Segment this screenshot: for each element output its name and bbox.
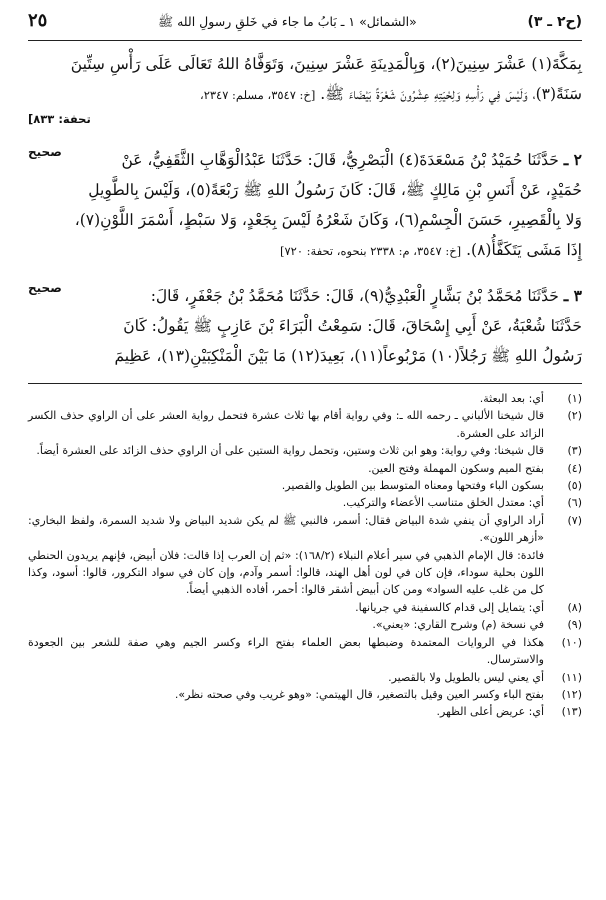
footnote-text: أي: يتمايل إلى قدام كالسفينة في جريانها. [355, 600, 544, 614]
hadith-3 [28, 281, 582, 371]
footnote-text: قال شيخنا الألباني ـ رحمه الله ـ: وفي رواية أقام بها ثلاث عشرة فتحمل رواية العشر على أن الراوي حذف الكسر الزائد على العشرة. [28, 409, 544, 440]
footnote-text: قال شيخنا: وفي رواية: وهو ابن ثلاث وستين، وتحمل رواية الستين على أن الراوي حذف الزائد على العشرة أيضاً. [36, 444, 544, 458]
footnote [28, 686, 582, 703]
footnote-text: أراد الراوي أن ينفي شدة البياض فقال: أسمر، فالنبي ﷺ لم يكن شديد البياض ولا شديد السمرة، ولفظ البخاري: «أزهر اللون». [28, 513, 544, 545]
footnote-number: (١١) [561, 670, 582, 684]
footnote-number: (٤) [567, 461, 582, 475]
footnote [28, 477, 582, 494]
reference: [خ: ٣٥٤٧، م: ٢٣٣٨ بنحوه، تحفة: ٧٢٠] [279, 244, 462, 258]
reference: [خ: ٣٥٤٧، مسلم: ٢٣٤٧، [199, 88, 316, 102]
footnote-number: (٦) [567, 496, 582, 510]
text-line: وَلا بِالْقَصِيرِ، حَسَنَ الْجِسْمِ(٦)، وَكَانَ شَعْرُهُ لَيْسَ بِجَعْدٍ، وَلا سَبْطٍ، أَسْمَرَ اللَّوْنِ(٧)، [74, 211, 582, 229]
text-line: رَسُولُ اللهِ ﷺ رَجُلاً(١٠) مَرْبُوعاً(١١)، بَعِيدَ(١٢) مَا بَيْنَ الْمَنْكِبَيْنِ(١٣)، عَظِيمَ [114, 347, 582, 365]
text-line: حُمَيْدٍ، عَنْ أَنَسِ بْنِ مَالِكٍ ﷺ، قَالَ: كَانَ رَسُولُ اللهِ ﷺ رَبْعَةً(٥)، وَلَيْسَ بِالطَّوِيلِ [88, 181, 582, 199]
footnote-number: (١٠) [561, 635, 582, 649]
footnote [28, 616, 582, 633]
footnote-number: (٩) [567, 618, 582, 632]
running-header [28, 10, 582, 41]
footnote-text: بسكون الباء وفتحها ومعناه المتوسط بين الطويل والقصير. [281, 479, 544, 493]
footnote [28, 407, 582, 442]
footnote [28, 703, 582, 720]
page-number: ٢٥ [28, 10, 48, 31]
footnote [28, 669, 582, 686]
footnote-text: أي: بعد البعثة. [479, 392, 544, 405]
footnote-number: (١٣) [561, 705, 582, 719]
footnote-text: في نسخة (م) وشرح القاري: «يعني». [372, 618, 544, 632]
footnote [28, 460, 582, 477]
hadith-number: ٣ ـ [563, 286, 582, 305]
footnote [28, 599, 582, 616]
continued-hadith [28, 49, 582, 129]
footnote-number: (٢) [567, 409, 582, 423]
footnote [28, 390, 582, 407]
footnote-text: بفتح الميم وسكون المهملة وفتح العين. [368, 461, 544, 475]
footnote-number: (٣) [567, 444, 582, 458]
footnote-benefit [28, 547, 582, 599]
footnotes [28, 390, 582, 721]
footnote [28, 634, 582, 669]
reference-tuhfa: تحفة: ٨٣٣] [28, 112, 91, 126]
header-title: «الشمائل» ١ ـ بَابُ ما جاء في خَلقِ رسولِ الله ﷺ [158, 14, 417, 29]
footnote-text: هكذا في الروايات المعتمدة وضبطها بعض العلماء بفتح الراء وكسر الجيم وهي صفة للشعر بين الجعودة والاسترسال. [28, 635, 544, 667]
hadith-number: ٢ ـ [563, 150, 582, 169]
footnote-text: بفتح الباء وكسر العين وقيل بالتصغير، قال الهيتمي: «وهو غريب وفي صحته نظر». [174, 687, 544, 701]
footnote-number [544, 547, 582, 599]
text-line [28, 145, 582, 175]
footnote [28, 494, 582, 511]
footnote-number: (١٢) [561, 687, 582, 701]
hadith-2 [28, 145, 582, 265]
footnote-number: (٧) [567, 513, 582, 527]
text-line [28, 235, 582, 265]
footnote-number: (١) [567, 392, 582, 405]
footnote [28, 442, 582, 459]
header-chapter: (ح٢ ـ ٣) [527, 14, 582, 30]
footnote-number: (٥) [567, 479, 582, 493]
grade-label: صحيح [28, 281, 62, 295]
text-line [28, 281, 582, 311]
grade-label: صحيح [28, 145, 62, 159]
text-line: بِمَكَّةَ(١) عَشْرَ سِنِينَ(٢)، وَبِالْمَدِينَةِ عَشْرَ سِنِينَ، وَتَوَفَّاهُ اللهُ تَعَالَى عَلَى رَأْسِ سِتِّينَ [70, 55, 582, 73]
footnote-text: فائدة: قال الإمام الذهبي في سير أعلام النبلاء (١٦٨/٢): «ثم إن العرب إذا قالت: فلان أبيض، فإنهم يريدون الحنطي اللون بحلية سوداء، فإن كان في لون أهل الهند، قالوا: أسمر وآدم، وإن كان في سواد التكرور، قالوا: أسود، وكذا كل من غلب عليه السواد» ومن كان أبيض أشقر قالوا: أحمر، أفاده الذهبي أيضاً. [28, 548, 544, 597]
footnote-divider [28, 383, 582, 384]
footnote-number: (٨) [567, 600, 582, 614]
text-line-content: إِذَا مَشَى يَتَكَفَّأُ(٨). [466, 241, 582, 259]
text-line [28, 79, 582, 109]
footnote-text: أي يعني ليس بالطويل ولا بالقصير. [388, 670, 544, 684]
text-line-content: سَنَةً(٣)، وَلَيْسَ فِي رَأْسِهِ وَلِحْيَتِهِ عِشْرُونَ شَعْرَةً بَيْضَاءَ ﷺ. [320, 85, 582, 103]
footnote-text: أي: معتدل الخلق متناسب الأعضاء والتركيب. [342, 496, 544, 510]
footnote-text: أي: عريض أعلى الظهر. [436, 705, 544, 719]
text-line-content: حَدَّثَنَا حُمَيْدُ بْنُ مَسْعَدَةَ(٤) الْبَصْرِيُّ، قَالَ: حَدَّثَنَا عَبْدُالْوَهَّابِ الثَّقَفِيُّ، عَنْ [121, 151, 559, 169]
text-line: حَدَّثَنَا شُعْبَةُ، عَنْ أَبِي إِسْحَاقَ، قَالَ: سَمِعْتُ الْبَرَاءَ بْنَ عَازِبٍ ﷺ يَقُولُ: كَانَ [123, 317, 582, 335]
footnote [28, 512, 582, 547]
text-line-content: حَدَّثَنَا مُحَمَّدُ بْنُ بَشَّارٍ الْعَبْدِيُّ(٩)، قَالَ: حَدَّثَنَا مُحَمَّدُ بْنُ جَعْفَرٍ، قَالَ: [150, 287, 559, 305]
